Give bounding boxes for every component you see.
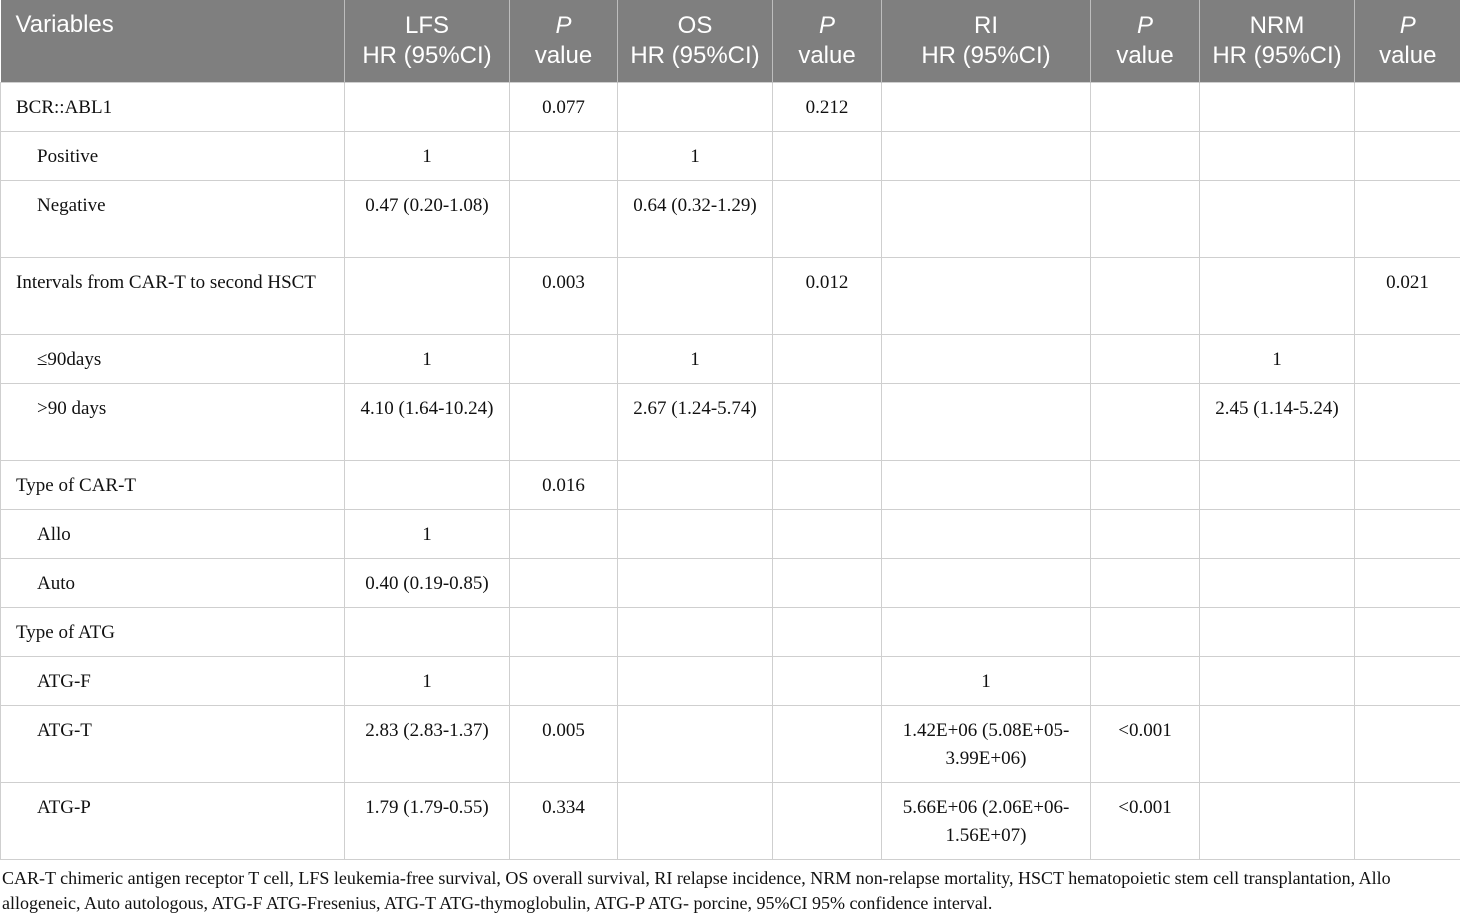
value-cell: <0.001 [1091,782,1200,859]
value-cell: 1 [618,334,773,383]
column-header-line2: value [516,41,611,71]
column-header-line1: P [516,11,611,41]
column-header [1200,0,1355,82]
table-row [1,705,1460,782]
value-cell: 1.42E+06 (5.08E+05-3.99E+06) [882,705,1091,782]
column-header-line1: NRM [1206,11,1348,41]
value-cell [1355,509,1460,558]
column-header [882,0,1091,82]
value-cell [1200,782,1355,859]
table-header [1,0,1460,82]
value-cell [1355,607,1460,656]
value-cell [882,180,1091,257]
table-row [1,558,1460,607]
variable-cell: Type of CAR-T [1,460,345,509]
value-cell [1091,460,1200,509]
value-cell [1355,383,1460,460]
value-cell [1091,334,1200,383]
variable-cell: ATG-T [1,705,345,782]
value-cell [1355,334,1460,383]
variable-cell: Auto [1,558,345,607]
column-header [773,0,882,82]
column-header-line2: HR (95%CI) [1206,41,1348,71]
value-cell [618,82,773,131]
value-cell: 1 [882,656,1091,705]
value-cell [510,334,618,383]
value-cell [510,607,618,656]
value-cell: <0.001 [1091,705,1200,782]
value-cell: 0.021 [1355,257,1460,334]
value-cell: 5.66E+06 (2.06E+06-1.56E+07) [882,782,1091,859]
value-cell [1355,656,1460,705]
value-cell: 0.016 [510,460,618,509]
value-cell [510,509,618,558]
value-cell [345,257,510,334]
value-cell [1200,607,1355,656]
value-cell [882,509,1091,558]
value-cell [1355,131,1460,180]
value-cell [618,705,773,782]
value-cell [1091,383,1200,460]
table-body [1,82,1460,859]
value-cell [1200,131,1355,180]
value-cell: 0.334 [510,782,618,859]
column-header [345,0,510,82]
value-cell [1200,558,1355,607]
variable-cell: ATG-P [1,782,345,859]
value-cell [618,782,773,859]
column-header-line1: P [1097,11,1193,41]
column-header [510,0,618,82]
column-header-line2: value [779,41,875,71]
value-cell: 0.077 [510,82,618,131]
column-header-line1: P [1361,11,1455,41]
value-cell: 4.10 (1.64-10.24) [345,383,510,460]
table-row [1,131,1460,180]
value-cell [1091,607,1200,656]
value-cell: 0.212 [773,82,882,131]
column-header-line2: value [1097,41,1193,71]
value-cell: 0.005 [510,705,618,782]
table-row [1,607,1460,656]
table-row [1,334,1460,383]
value-cell [1200,460,1355,509]
value-cell: 2.83 (2.83-1.37) [345,705,510,782]
value-cell: 0.47 (0.20-1.08) [345,180,510,257]
value-cell [773,656,882,705]
table-row [1,82,1460,131]
variable-cell: BCR::ABL1 [1,82,345,131]
value-cell [1355,558,1460,607]
value-cell [773,383,882,460]
value-cell [345,82,510,131]
variable-cell: ATG-F [1,656,345,705]
value-cell [1091,257,1200,334]
value-cell [1200,705,1355,782]
value-cell [882,131,1091,180]
table-row [1,383,1460,460]
table-row [1,460,1460,509]
value-cell [1355,782,1460,859]
column-header [1355,0,1460,82]
value-cell [618,460,773,509]
value-cell: 0.003 [510,257,618,334]
variable-cell: Type of ATG [1,607,345,656]
column-header [1091,0,1200,82]
value-cell [1091,558,1200,607]
value-cell [882,334,1091,383]
column-header-line2: HR (95%CI) [888,41,1084,71]
value-cell [882,257,1091,334]
value-cell [1091,509,1200,558]
variable-cell: Positive [1,131,345,180]
value-cell: 1 [345,509,510,558]
value-cell [618,257,773,334]
column-header [1,0,345,82]
value-cell: 1 [1200,334,1355,383]
table-row [1,656,1460,705]
header-row [1,0,1460,82]
value-cell [618,509,773,558]
value-cell [618,607,773,656]
value-cell: 1 [618,131,773,180]
value-cell: 0.012 [773,257,882,334]
value-cell [510,558,618,607]
table-row [1,509,1460,558]
value-cell [510,180,618,257]
value-cell [773,782,882,859]
table-row [1,257,1460,334]
column-header-line2: HR (95%CI) [351,41,503,71]
value-cell [773,460,882,509]
value-cell [1200,509,1355,558]
value-cell: 1.79 (1.79-0.55) [345,782,510,859]
value-cell [618,656,773,705]
value-cell [882,460,1091,509]
value-cell: 0.40 (0.19-0.85) [345,558,510,607]
value-cell: 1 [345,334,510,383]
variable-cell: ≤90days [1,334,345,383]
value-cell [510,383,618,460]
value-cell [773,334,882,383]
value-cell: 2.67 (1.24-5.74) [618,383,773,460]
value-cell: 1 [345,131,510,180]
value-cell: 0.64 (0.32-1.29) [618,180,773,257]
value-cell [345,607,510,656]
variable-cell: >90 days [1,383,345,460]
value-cell [1091,131,1200,180]
value-cell [773,607,882,656]
value-cell [510,131,618,180]
value-cell [1091,180,1200,257]
value-cell [1200,180,1355,257]
value-cell [345,460,510,509]
variable-cell: Negative [1,180,345,257]
value-cell [773,558,882,607]
column-header-line1: P [779,11,875,41]
table-footnote: CAR-T chimeric antigen receptor T cell, LFS leukemia-free survival, OS overall survival, RI relapse incidence, NRM non-relapse mortality, HSCT hematopoietic stem cell transplantation, Allo allogeneic, Auto autologous, ATG-F ATG-Fresenius, ATG-T ATG-thymoglobulin, ATG-P ATG- porcine, 95%CI 95% confidence interval. [0,860,1460,916]
value-cell [773,180,882,257]
table-row [1,180,1460,257]
value-cell [882,82,1091,131]
value-cell [773,131,882,180]
value-cell [773,509,882,558]
value-cell [1355,180,1460,257]
value-cell [882,558,1091,607]
column-header-line2: value [1361,41,1455,71]
value-cell [882,383,1091,460]
value-cell [510,656,618,705]
column-header-line1: Variables [16,10,339,40]
value-cell: 1 [345,656,510,705]
value-cell [1091,656,1200,705]
value-cell [1355,705,1460,782]
value-cell [1200,82,1355,131]
column-header-line1: OS [624,11,766,41]
value-cell [773,705,882,782]
table-row [1,782,1460,859]
value-cell [1091,82,1200,131]
value-cell: 2.45 (1.14-5.24) [1200,383,1355,460]
value-cell [1200,257,1355,334]
column-header-line1: LFS [351,11,503,41]
value-cell [882,607,1091,656]
variable-cell: Intervals from CAR-T to second HSCT [1,257,345,334]
column-header-line2: HR (95%CI) [624,41,766,71]
variable-cell: Allo [1,509,345,558]
column-header [618,0,773,82]
value-cell [1355,82,1460,131]
value-cell [618,558,773,607]
value-cell [1200,656,1355,705]
value-cell [1355,460,1460,509]
column-header-line1: RI [888,11,1084,41]
